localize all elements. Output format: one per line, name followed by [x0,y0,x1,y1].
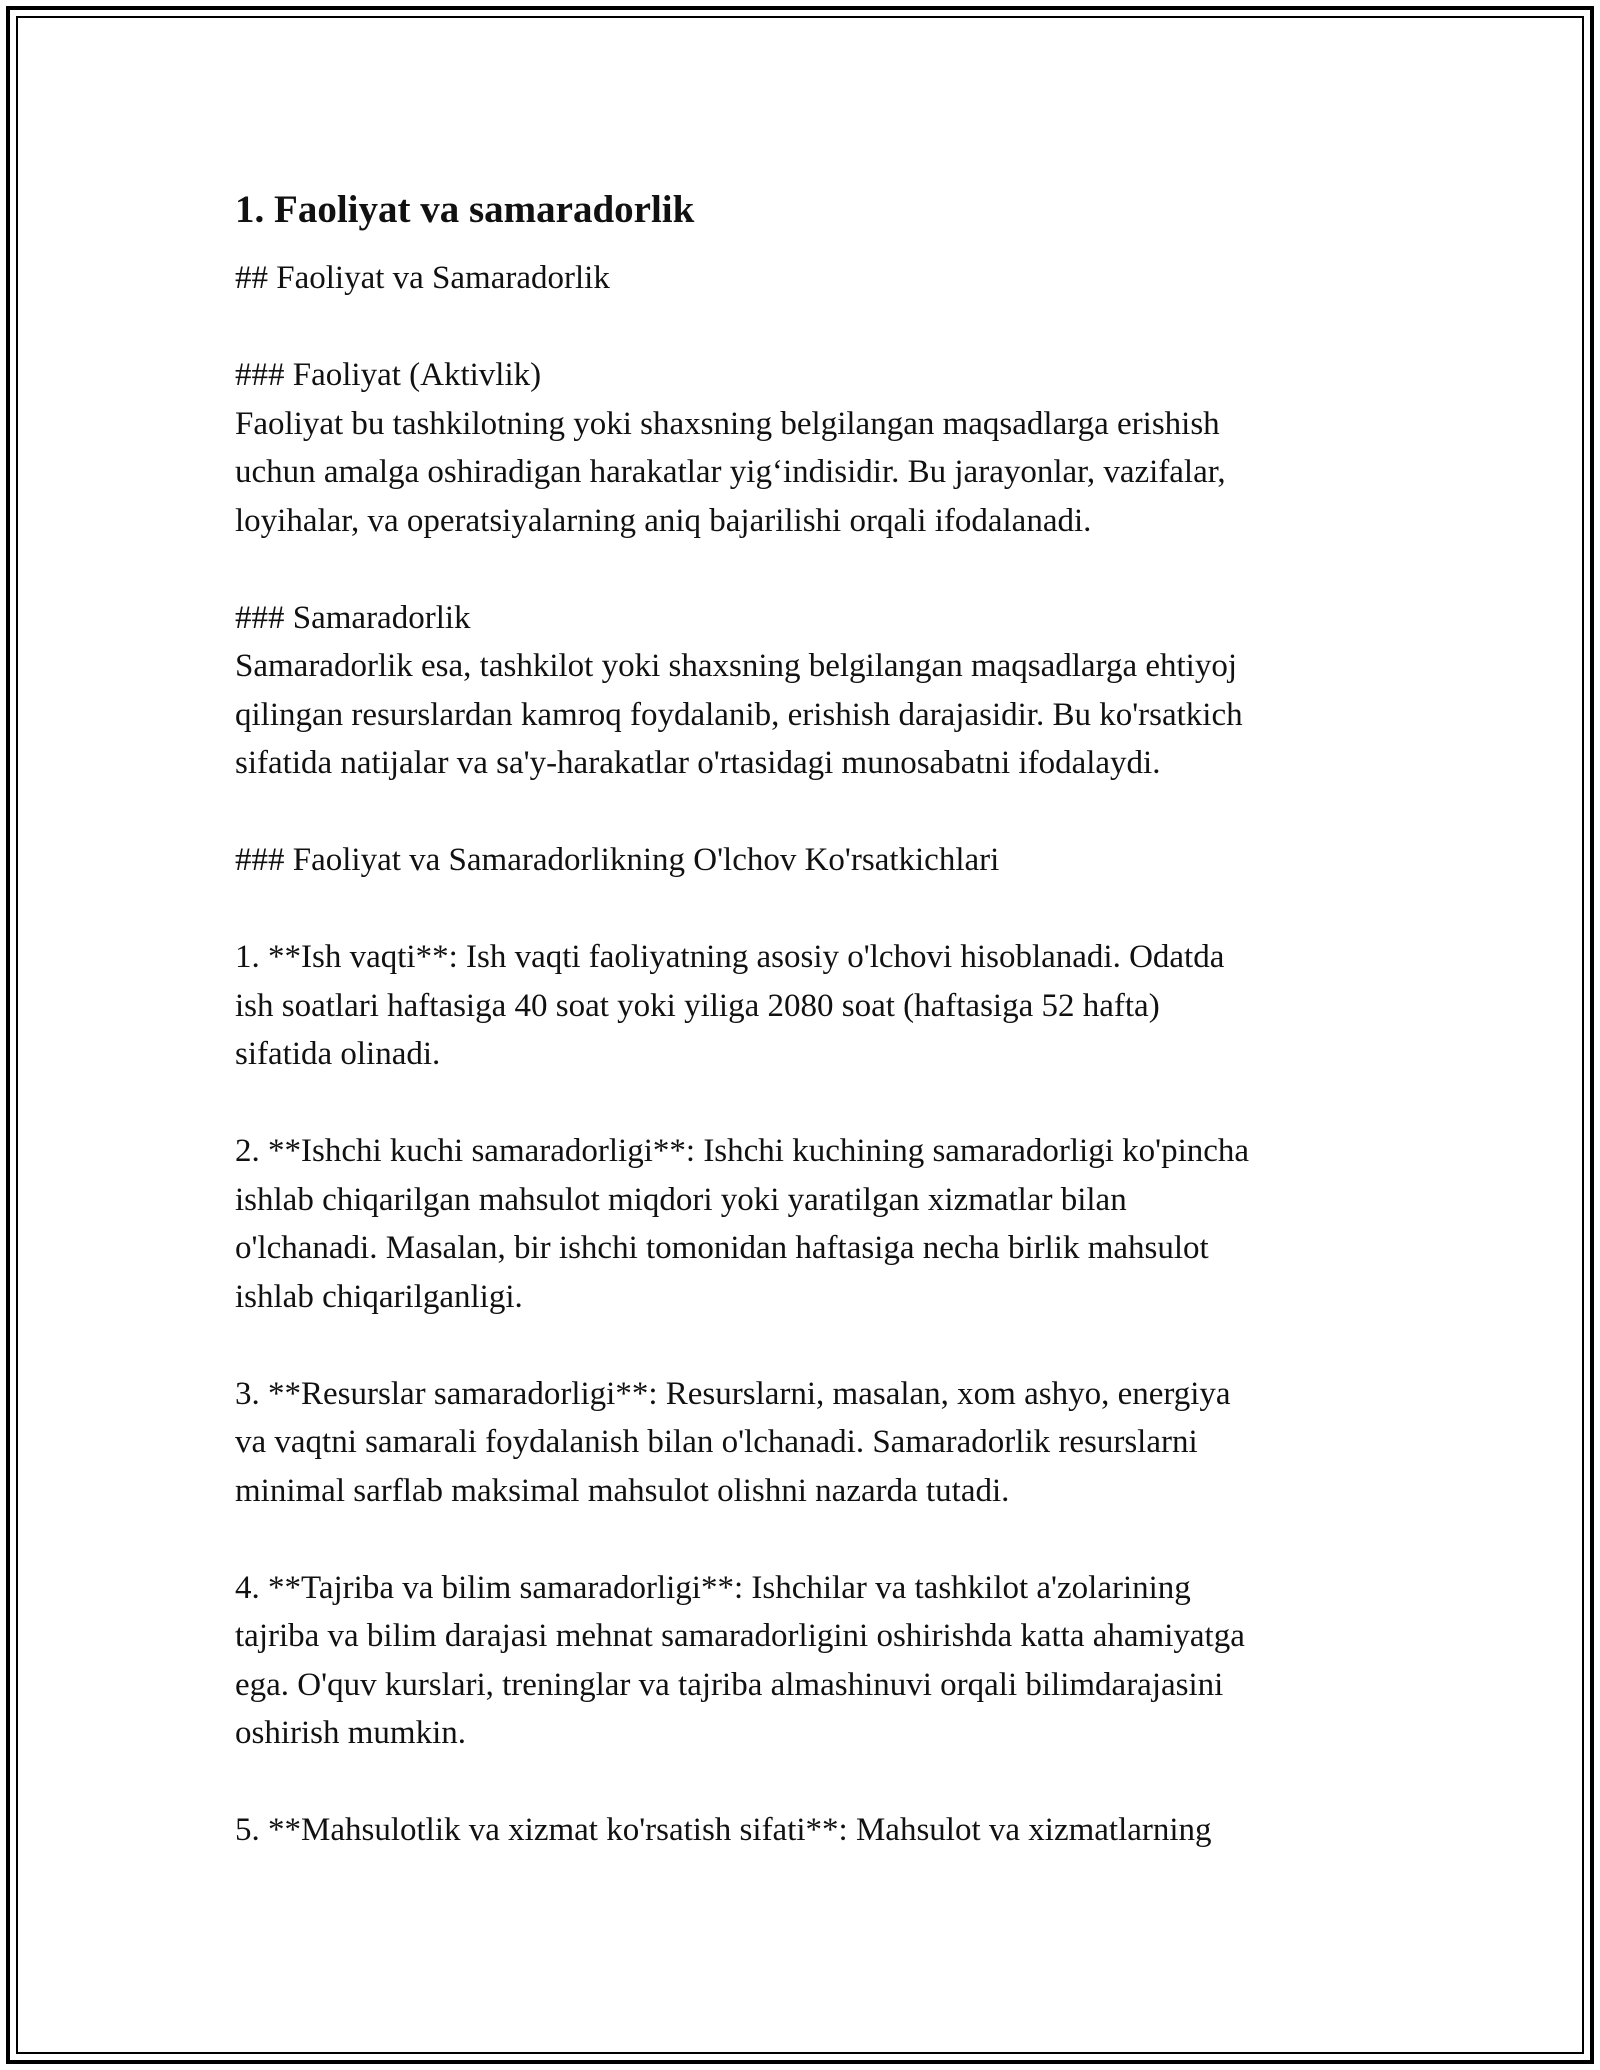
text-line: 2. **Ishchi kuchi samaradorligi**: Ishchi kuchining samaradorligi ko'pincha [235,1133,1250,1169]
text-line: sifatida natijalar va sa'y-harakatlar o'rtasidagi munosabatni ifodalaydi. [235,745,1161,781]
text-line: uchun amalga oshiradigan harakatlar yig‘indisidir. Bu jarayonlar, vazifalar, [235,454,1226,490]
text-line: ishlab chiqarilgan mahsulot miqdori yoki yaratilgan xizmatlar bilan [235,1181,1127,1218]
text-line: ### Faoliyat (Aktivlik) [235,357,542,393]
text-line: Faoliyat bu tashkilotning yoki shaxsning belgilangan maqsadlarga erishish [235,405,1220,442]
text-line: ega. O'quv kurslari, treninglar va tajriba almashinuvi orqali bilimdarajasini [235,1666,1224,1703]
text-line: oshirish mumkin. [235,1715,467,1751]
text-line: 1. **Ish vaqti**: Ish vaqti faoliyatning asosiy o'lchovi hisoblanadi. Odatda [235,939,1225,975]
text-line: Samaradorlik esa, tashkilot yoki shaxsning belgilangan maqsadlarga ehtiyoj [235,648,1238,684]
text-line [235,545,1375,594]
text-line: loyihalar, va operatsiyalarning aniq bajarilishi orqali ifodalanadi. [235,502,1092,539]
text-line [235,1079,1375,1128]
text-line: 4. **Tajriba va bilim samaradorligi**: Ishchilar va tashkilot a'zolarining [235,1569,1191,1606]
text-line: ### Samaradorlik [235,599,471,636]
text-line: ### Faoliyat va Samaradorlikning O'lchov Ko'rsatkichlari [235,842,1000,878]
text-line [235,1758,1375,1807]
page-title: 1. Faoliyat va samaradorlik [235,188,695,231]
text-line [235,1515,1375,1564]
document-text [235,254,1375,1855]
text-line: 3. **Resurslar samaradorligi**: Resurslarni, masalan, xom ashyo, energiya [235,1375,1231,1412]
text-line [235,1321,1375,1370]
text-line: va vaqtni samarali foydalanish bilan o'lchanadi. Samaradorlik resurslarni [235,1424,1198,1460]
text-line: qilingan resurslardan kamroq foydalanib, erishish darajasidir. Bu ko'rsatkich [235,696,1243,733]
text-line: o'lchanadi. Masalan, bir ishchi tomonidan haftasiga necha birlik mahsulot [235,1230,1209,1266]
text-line: sifatida olinadi. [235,1036,441,1072]
text-line [235,303,1375,352]
text-line [235,788,1375,837]
text-line: ish soatlari haftasiga 40 soat yoki yiliga 2080 soat (haftasiga 52 hafta) [235,987,1160,1024]
text-line: 5. **Mahsulotlik va xizmat ko'rsatish sifati**: Mahsulot va xizmatlarning [235,1812,1212,1848]
text-line: ishlab chiqarilganligi. [235,1278,523,1315]
text-line: minimal sarflab maksimal mahsulot olishni nazarda tutadi. [235,1472,1010,1509]
text-line [235,885,1375,934]
text-line: ## Faoliyat va Samaradorlik [235,260,610,296]
text-line: tajriba va bilim darajasi mehnat samaradorligini oshirishda katta ahamiyatga [235,1618,1245,1654]
document-body [235,180,1375,1855]
